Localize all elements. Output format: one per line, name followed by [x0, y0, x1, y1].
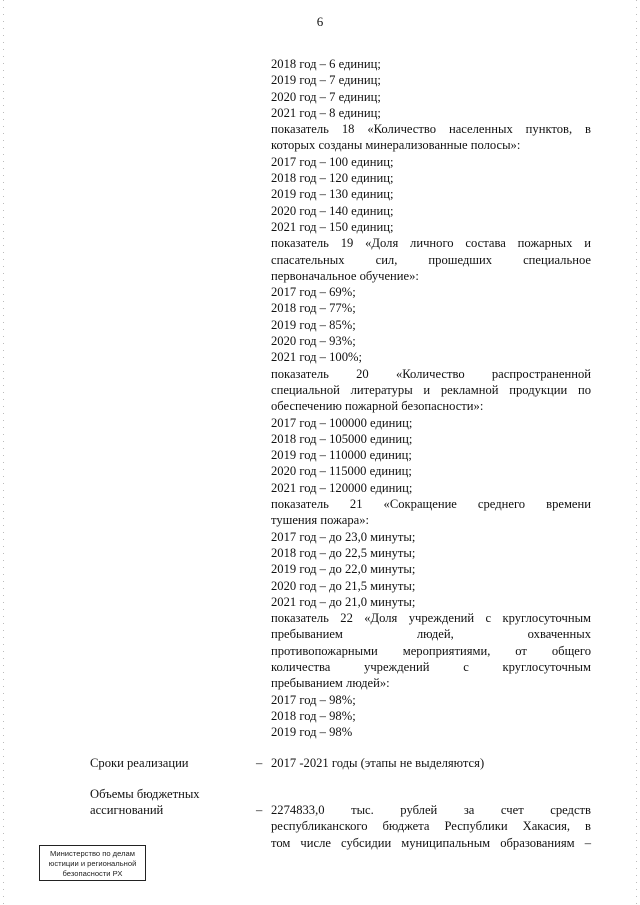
- document-line: 2018 год – 98%;: [271, 708, 356, 723]
- document-line: 2019 год – 98%: [271, 725, 353, 740]
- document-line: 2021 год – 120000 единиц;: [271, 480, 413, 495]
- document-line: показатель 21 «Сокращение среднего времени: [271, 497, 591, 512]
- page-number: 6: [316, 14, 324, 29]
- document-line: тушения пожара»:: [271, 513, 370, 528]
- document-line: 2021 год – 100%;: [271, 350, 363, 365]
- document-line: количества учреждений с круглосуточным: [271, 659, 591, 674]
- left-edge-scan-dots: [3, 0, 4, 905]
- document-line: спасательных сил, прошедших специальное: [271, 252, 591, 267]
- document-line: 2018 год – 120 единиц;: [271, 171, 394, 186]
- budget-label-line1: Объемы бюджетных: [90, 787, 200, 801]
- document-line: том числе субсидии муниципальным образованиям –: [271, 835, 591, 850]
- document-line: 2019 год – 7 единиц;: [271, 73, 381, 88]
- document-line: 2017 год – 98%;: [271, 692, 356, 707]
- document-line: противопожарными мероприятиями, от общего: [271, 643, 591, 658]
- document-line: специальной литературы и рекламной продукции по: [271, 382, 591, 397]
- document-line: 2017 год – 100 единиц;: [271, 154, 394, 169]
- budget-label-line2: ассигнований: [90, 803, 164, 817]
- document-line: показатель 18 «Количество населенных пунктов, в: [271, 122, 591, 137]
- document-line: 2021 год – 8 единиц;: [271, 105, 381, 120]
- budget-dash: –: [256, 803, 263, 817]
- implementation-period-value: 2017 -2021 годы (этапы не выделяются): [271, 756, 485, 770]
- indicators-list: [271, 56, 591, 740]
- document-line: показатель 22 «Доля учреждений с круглосуточным: [271, 611, 591, 626]
- document-line: 2021 год – 150 единиц;: [271, 219, 394, 234]
- stamp-line3: безопасности РХ: [62, 869, 123, 878]
- document-line: показатель 19 «Доля личного состава пожарных и: [271, 236, 591, 251]
- document-line: 2019 год – 85%;: [271, 317, 356, 332]
- document-line: 2020 год – 7 единиц;: [271, 89, 381, 104]
- document-line: обеспечению пожарной безопасности»:: [271, 399, 484, 414]
- document-line: которых созданы минерализованные полосы»:: [271, 138, 521, 153]
- document-line: пребыванием людей»:: [271, 676, 390, 691]
- document-line: 2021 год – до 21,0 минуты;: [271, 594, 416, 609]
- right-edge-scan-dots: [636, 0, 637, 905]
- document-line: пребыванием людей, охваченных: [271, 627, 591, 642]
- document-line: первоначальное обучение»:: [271, 268, 419, 283]
- ministry-stamp: [39, 845, 146, 881]
- document-line: 2020 год – 140 единиц;: [271, 203, 394, 218]
- document-line: 2020 год – 115000 единиц;: [271, 464, 412, 479]
- stamp-line1: Министерство по делам: [50, 849, 135, 858]
- document-line: 2019 год – 110000 единиц;: [271, 448, 412, 463]
- document-line: 2017 год – 69%;: [271, 285, 356, 300]
- implementation-period-label: Сроки реализации: [90, 756, 189, 770]
- document-line: 2017 год – до 23,0 минуты;: [271, 529, 416, 544]
- document-line: 2020 год – до 21,5 минуты;: [271, 578, 416, 593]
- document-line: 2018 год – 6 единиц;: [271, 57, 381, 71]
- document-line: 2274833,0 тыс. рублей за счет средств: [271, 803, 591, 817]
- document-line: 2017 год – 100000 единиц;: [271, 415, 413, 430]
- budget-value: [271, 802, 591, 851]
- stamp-line2: юстиции и региональной: [48, 859, 137, 868]
- document-line: 2019 год – до 22,0 минуты;: [271, 562, 416, 577]
- document-line: 2019 год – 130 единиц;: [271, 187, 394, 202]
- document-line: 2020 год – 93%;: [271, 334, 356, 349]
- document-line: 2018 год – до 22,5 минуты;: [271, 545, 416, 560]
- implementation-period-dash: –: [256, 756, 263, 770]
- document-line: республиканского бюджета Республики Хакасия, в: [271, 819, 591, 834]
- document-line: 2018 год – 105000 единиц;: [271, 431, 413, 446]
- document-line: показатель 20 «Количество распространенной: [271, 366, 591, 381]
- document-line: 2018 год – 77%;: [271, 301, 356, 316]
